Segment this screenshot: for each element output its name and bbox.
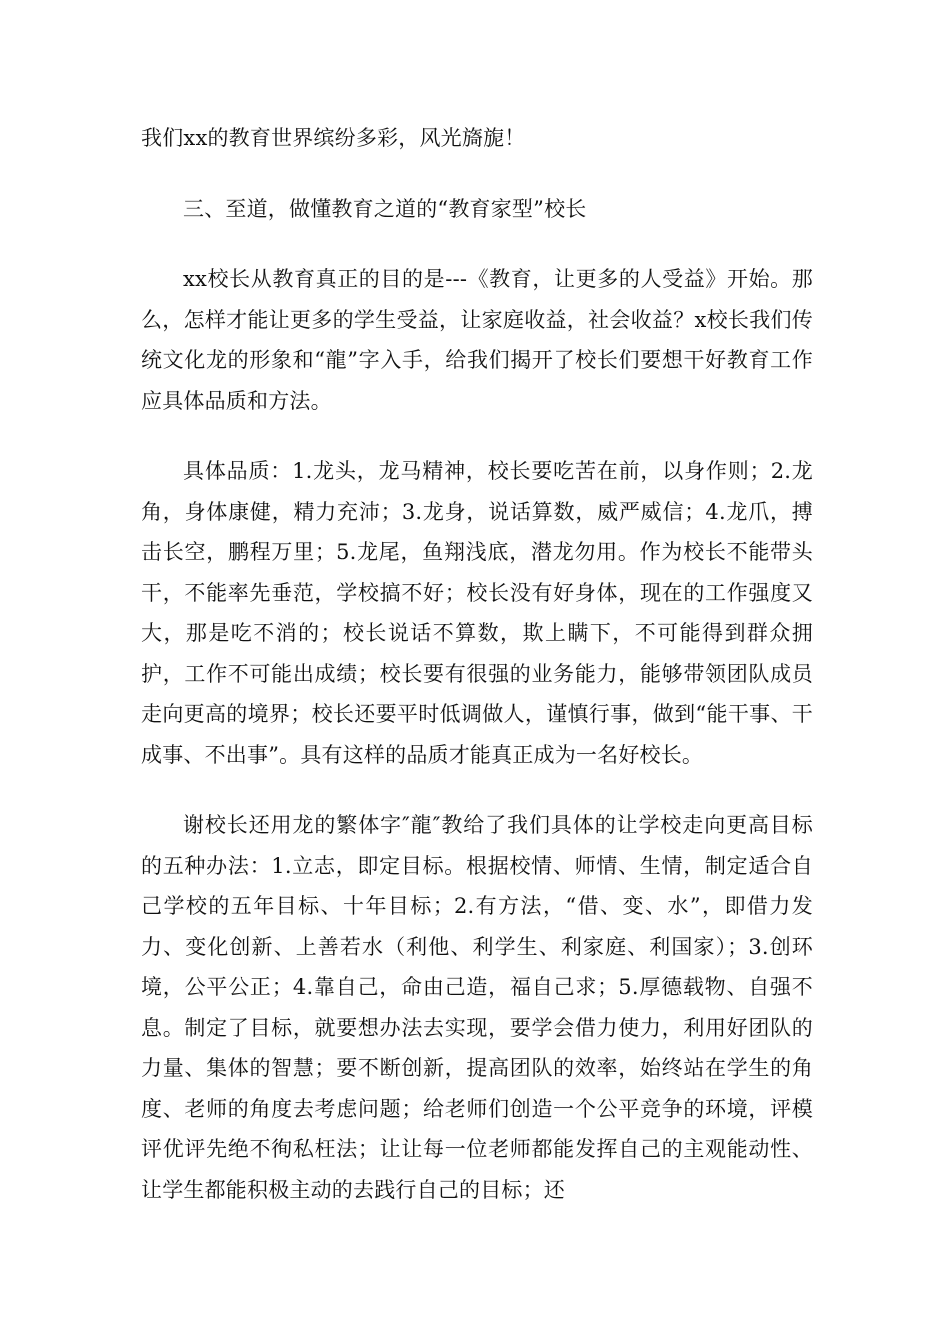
paragraph-intro-line: 我们xx的教育世界缤纷多彩，风光旖旎！ bbox=[141, 126, 526, 150]
paragraph-five-methods: 谢校长还用龙的繁体字″龍″教给了我们具体的让学校走向更高目标的五种办法：1.立志，即定目标。根据校情、师情、生情，制定适合自己学校的五年目标、十年目标；2.有方法，“借、变、水”，即借力发力、变化创新、上善若水（利他、利学生、利家庭、利国家）；3.创环境，公平公正；4.靠自己，命由己造，福自己求；5.厚德载物、自强不息。制定了目标，就要想办法去实现，要学会借力使力，利用好团队的力量、集体的智慧；要不断创新，提高团队的效率，始终站在学生的角度、老师的角度去考虑问题；给老师们创造一个公平竞争的环境，评模评优评先绝不徇私枉法；让让每一位老师都能发挥自己的主观能动性、让学生都能积极主动的去践行自己的目标；还 bbox=[141, 813, 813, 1202]
paragraph-education-purpose: xx校长从教育真正的目的是---《教育，让更多的人受益》开始。那么，怎样才能让更多的学生受益，让家庭收益，社会收益？x校长我们传统文化龙的形象和“龍”字入手，给我们揭开了校长们要想干好教育工作应具体品质和方法。 bbox=[141, 267, 813, 413]
paragraph-gap bbox=[141, 775, 813, 805]
paragraph-qualities: 具体品质：1.龙头，龙马精神，校长要吃苦在前，以身作则；2.龙角，身体康健，精力充沛；3.龙身，说话算数，威严威信；4.龙爪，搏击长空，鹏程万里；5.龙尾，鱼翔浅底，潜龙勿用。作为校长不能带头干，不能率先垂范，学校搞不好；校长没有好身体，现在的工作强度又大，那是吃不消的；校长说话不算数，欺上瞒下，不可能得到群众拥护，工作不可能出成绩；校长要有很强的业务能力，能够带领团队成员走向更高的境界；校长还要平时低调做人，谨慎行事，做到“能干事、干成事、不出事”。具有这样的品质才能真正成为一名好校长。 bbox=[141, 459, 813, 767]
section-heading: 三、至道，做懂教育之道的“教育家型”校长 bbox=[183, 196, 587, 221]
paragraph-gap bbox=[141, 159, 813, 189]
document-page bbox=[141, 118, 813, 1210]
paragraph-gap bbox=[141, 229, 813, 259]
paragraph-gap bbox=[141, 421, 813, 451]
